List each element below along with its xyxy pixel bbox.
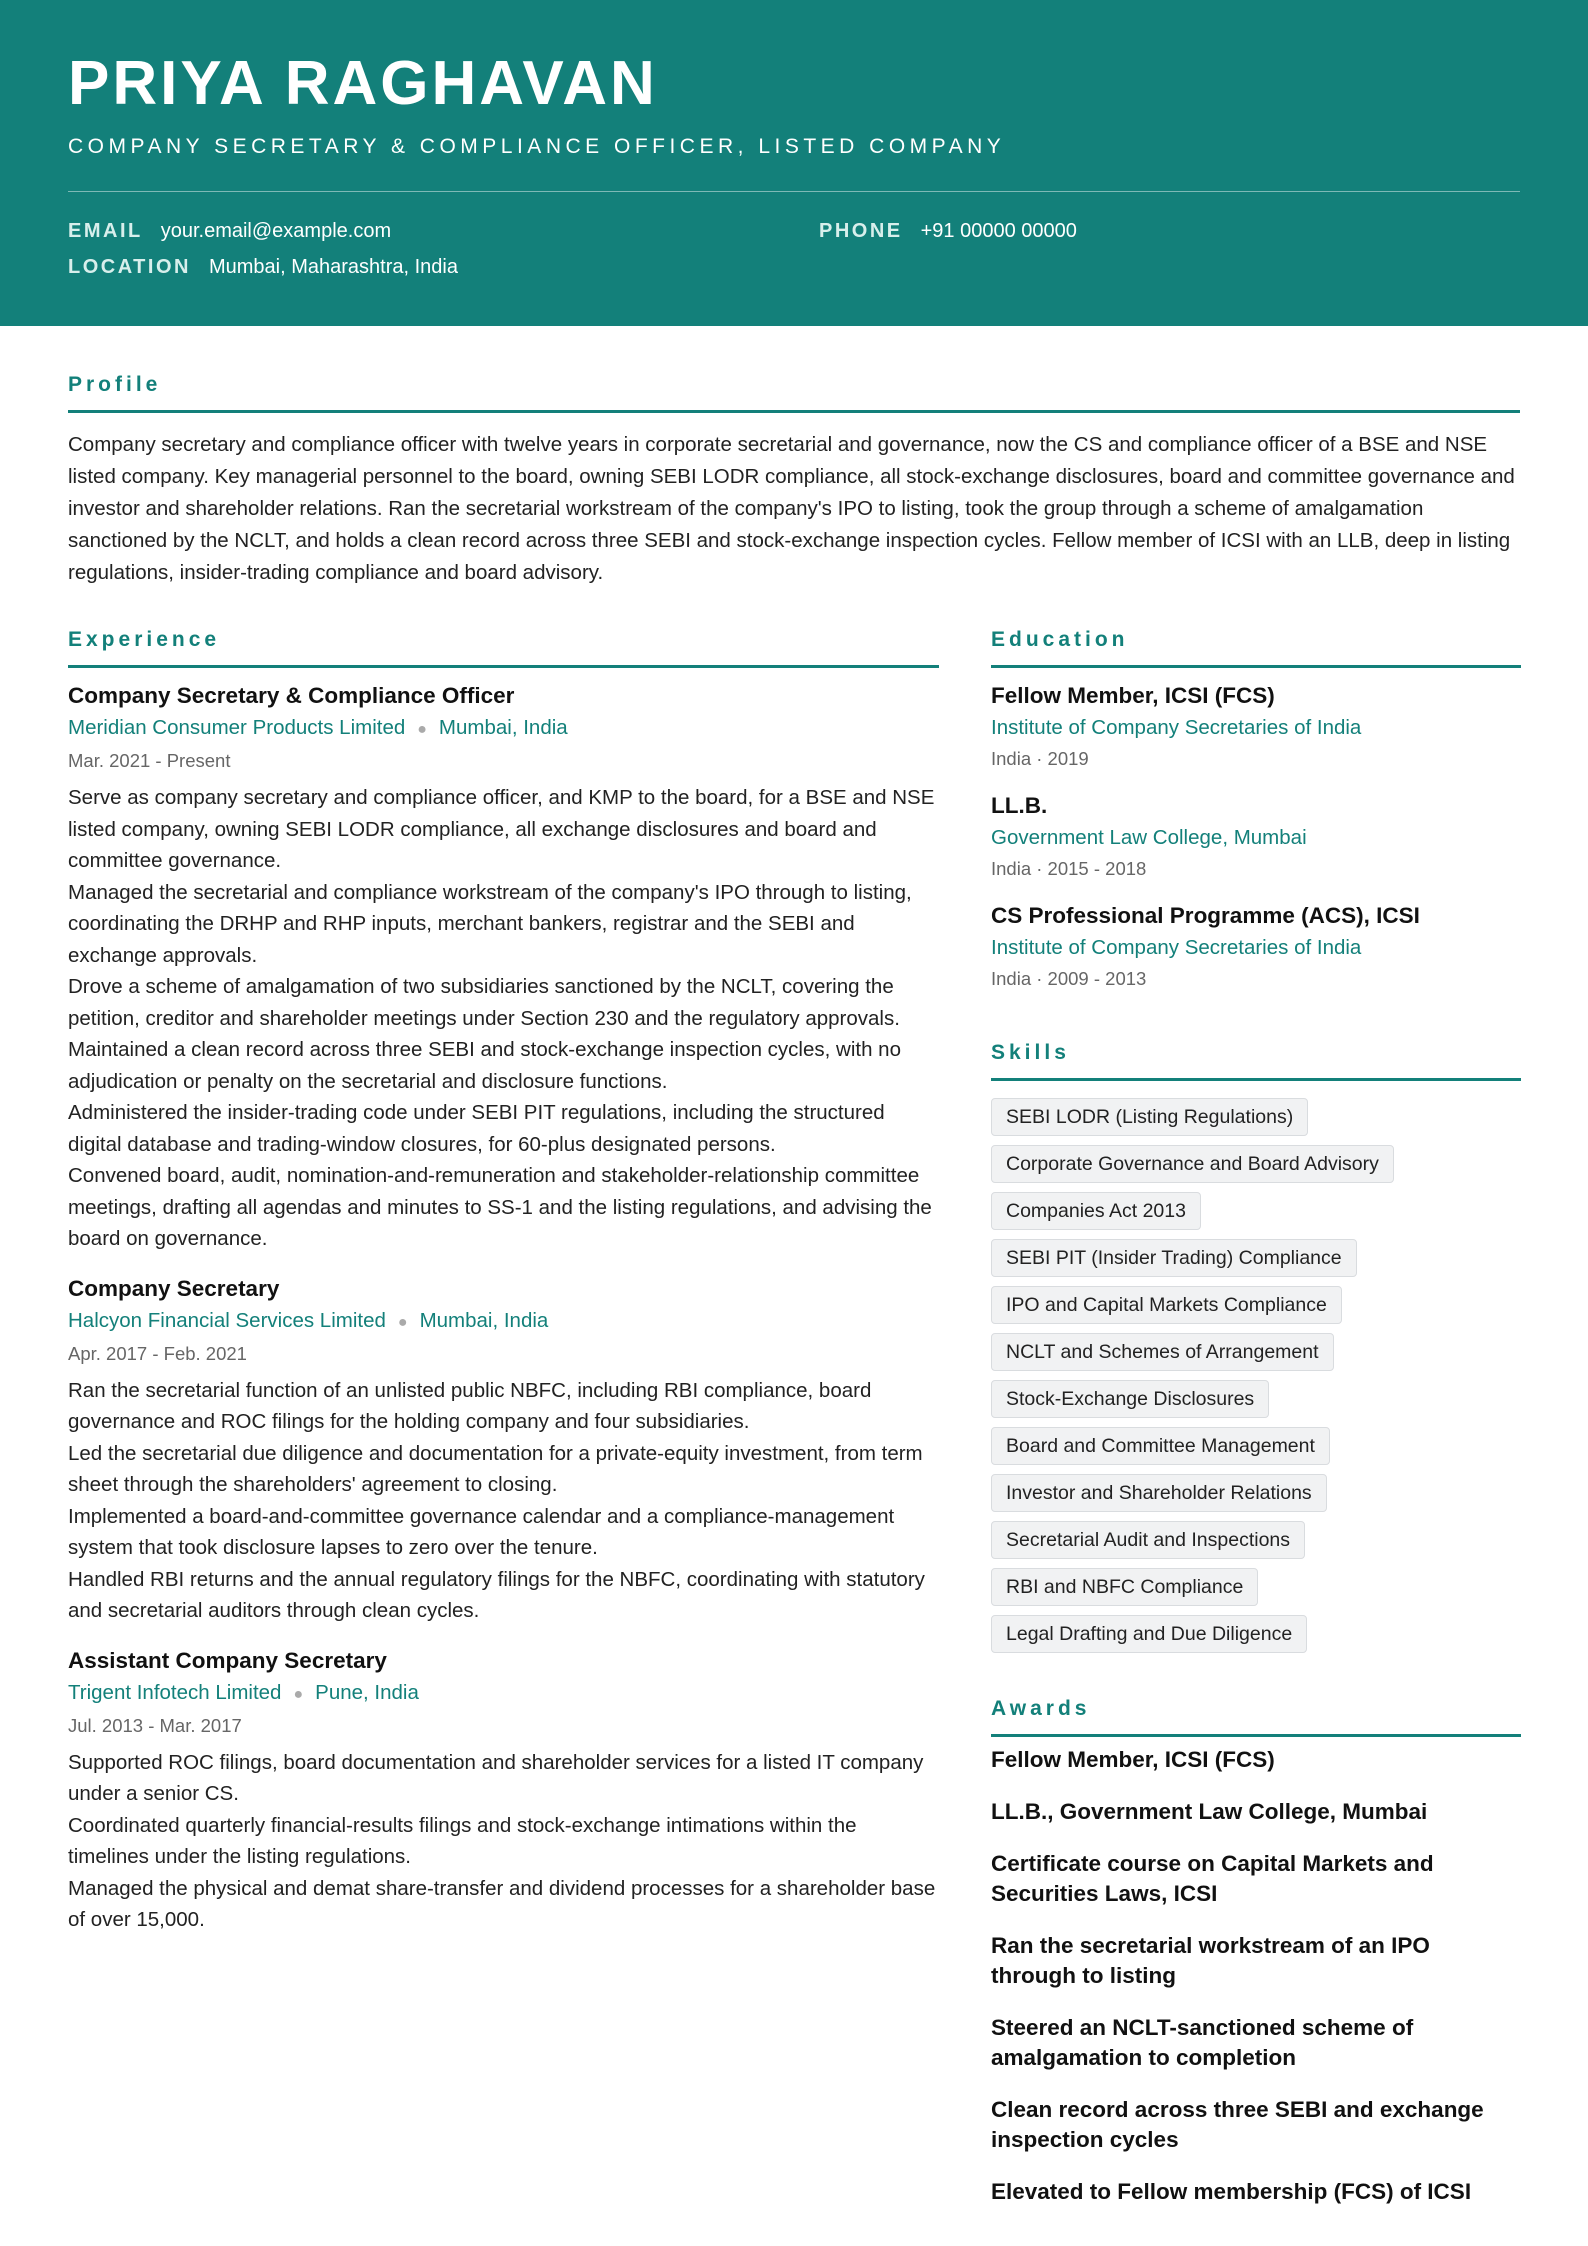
experience-section	[68, 680, 940, 1954]
skill-tag: Legal Drafting and Due Diligence	[991, 1615, 1307, 1653]
job-bullet: Drove a scheme of amalgamation of two subsidiaries sanctioned by the NCLT, covering the petition, creditor and shareholder meetings under Section 230 and the regulatory approvals.	[68, 975, 900, 1030]
education-rule	[991, 665, 1521, 668]
job-entry	[68, 1645, 940, 1936]
email-value[interactable]: your.email@example.com	[160, 220, 392, 242]
phone-label: PHONE	[819, 220, 903, 242]
skill-tag: NCLT and Schemes of Arrangement	[991, 1333, 1334, 1371]
profile-rule	[68, 410, 1520, 413]
job-bullet: Serve as company secretary and compliance officer, and KMP to the board, for a BSE and NSE listed company, owning SEBI LODR compliance, all exchange disclosures and board and committee governance.	[68, 786, 935, 872]
experience-heading: Experience	[68, 628, 221, 651]
profile-text: Company secretary and compliance officer with twelve years in corporate secretarial and governance, now the CS and compliance officer of a BSE and NSE listed company. Key managerial personnel to the board, owning SEBI LODR compliance, all stock-exchange disclosures, board and committee governance and investor and shareholder relations. Ran the secretarial workstream of the company's IPO to listing, took the group through a scheme of amalgamation sanctioned by the NCLT, and holds a clean record across three SEBI and stock-exchange inspection cycles. Fellow member of ICSI with an LLB, deep in listing regulations, insider-trading compliance and board advisory.	[68, 433, 1515, 584]
job-bullets	[68, 1375, 940, 1627]
education-institution: Institute of Company Secretaries of India	[991, 936, 1362, 959]
education-section	[991, 680, 1521, 1010]
location-value: Mumbai, Maharashtra, India	[208, 256, 458, 278]
skill-tag: IPO and Capital Markets Compliance	[991, 1286, 1342, 1324]
email-label: EMAIL	[68, 220, 143, 242]
job-location: Mumbai, India	[419, 1308, 549, 1332]
job-dates: Apr. 2017 - Feb. 2021	[68, 1342, 247, 1364]
skills-list	[991, 1098, 1521, 1662]
job-bullet: Handled RBI returns and the annual regulatory filings for the NBFC, coordinating with statutory and secretarial auditors through clean cycles.	[68, 1567, 925, 1622]
header-divider	[68, 191, 1520, 192]
education-degree: Fellow Member, ICSI (FCS)	[991, 683, 1275, 708]
job-title: Assistant Company Secretary	[68, 1647, 387, 1673]
resume-header	[0, 0, 1588, 326]
education-entry	[991, 790, 1521, 884]
job-bullet: Led the secretarial due diligence and documentation for a private-equity investment, from term sheet through the shareholders' agreement to closing.	[68, 1441, 923, 1496]
awards-rule	[991, 1734, 1521, 1737]
job-bullet: Managed the secretarial and compliance workstream of the company's IPO through to listing, coordinating the DRHP and RHP inputs, merchant bankers, registrar and the SEBI and exchange approvals.	[68, 880, 912, 967]
job-bullet: Convened board, audit, nomination-and-remuneration and stakeholder-relationship committee meetings, drafting all agendas and minutes to SS-1 and the listing regulations, and advising the board on governance.	[68, 1164, 932, 1250]
job-title: Company Secretary	[68, 1275, 280, 1301]
award-item: LL.B., Government Law College, Mumbai	[991, 1799, 1428, 1824]
awards-list	[991, 1745, 1521, 2229]
award-item: Clean record across three SEBI and exchange inspection cycles	[991, 2097, 1484, 2152]
education-entry	[991, 680, 1521, 774]
job-meta	[68, 1305, 940, 1339]
skill-tag: Corporate Governance and Board Advisory	[991, 1145, 1394, 1183]
skill-tag: Board and Committee Management	[991, 1427, 1330, 1465]
job-bullet: Implemented a board-and-committee governance calendar and a compliance-management system that took disclosure lapses to zero over the tenure.	[68, 1504, 895, 1559]
experience-rule	[68, 665, 939, 668]
education-institution: Government Law College, Mumbai	[991, 826, 1307, 849]
education-institution: Institute of Company Secretaries of India	[991, 716, 1362, 739]
awards-heading: Awards	[991, 1697, 1091, 1720]
skill-tag: SEBI LODR (Listing Regulations)	[991, 1098, 1308, 1136]
education-degree: LL.B.	[991, 793, 1048, 818]
job-bullet: Administered the insider-trading code under SEBI PIT regulations, including the structured digital database and trading-window closures, for 60-plus designated persons.	[68, 1101, 885, 1156]
education-meta: India · 2009 - 2013	[991, 968, 1147, 989]
award-item: Certificate course on Capital Markets and Securities Laws, ICSI	[991, 1851, 1434, 1906]
job-location: Mumbai, India	[438, 716, 568, 739]
skill-tag: RBI and NBFC Compliance	[991, 1568, 1258, 1606]
contact-location	[68, 253, 458, 281]
job-bullet: Ran the secretarial function of an unlisted public NBFC, including RBI compliance, board governance and ROC filings for the holding company and four subsidiaries.	[68, 1378, 872, 1433]
skill-tag: Stock-Exchange Disclosures	[991, 1380, 1269, 1418]
job-title: Company Secretary & Compliance Officer	[68, 683, 515, 708]
education-meta: India · 2015 - 2018	[991, 858, 1147, 879]
skills-rule	[991, 1078, 1521, 1081]
job-company: Halcyon Financial Services Limited	[68, 1308, 386, 1332]
award-item: Steered an NCLT-sanctioned scheme of amalgamation to completion	[991, 2015, 1414, 2070]
skill-tag: Secretarial Audit and Inspections	[991, 1521, 1305, 1559]
profile-heading: Profile	[68, 373, 162, 396]
education-degree: CS Professional Programme (ACS), ICSI	[991, 903, 1420, 928]
candidate-name: PRIYA RAGHAVAN	[68, 49, 658, 118]
contact-email	[68, 217, 391, 245]
job-dates: Mar. 2021 - Present	[68, 750, 231, 771]
job-company: Meridian Consumer Products Limited	[68, 716, 406, 739]
job-bullet: Maintained a clean record across three SEBI and stock-exchange inspection cycles, with no adjudication or penalty on the secretarial and disclosure functions.	[68, 1038, 901, 1093]
education-meta: India · 2019	[991, 748, 1089, 769]
skill-tag: SEBI PIT (Insider Trading) Compliance	[991, 1239, 1357, 1277]
skill-tag: Companies Act 2013	[991, 1192, 1201, 1230]
job-entry	[68, 680, 940, 1255]
job-bullet: Coordinated quarterly financial-results filings and stock-exchange intimations within the timelines under the listing regulations.	[68, 1813, 857, 1868]
candidate-title: COMPANY SECRETARY & COMPLIANCE OFFICER, LISTED COMPANY	[68, 135, 1006, 158]
job-bullet: Managed the physical and demat share-transfer and dividend processes for a shareholder base of over 15,000.	[68, 1876, 936, 1931]
award-item: Ran the secretarial workstream of an IPO through to listing	[991, 1933, 1430, 1988]
award-item: Elevated to Fellow membership (FCS) of ICSI	[991, 2179, 1472, 2204]
job-meta	[68, 1677, 940, 1711]
education-heading: Education	[991, 628, 1129, 651]
location-label: LOCATION	[68, 256, 191, 278]
skill-tag: Investor and Shareholder Relations	[991, 1474, 1327, 1512]
skills-heading: Skills	[991, 1041, 1070, 1064]
job-meta	[68, 712, 940, 746]
job-dates: Jul. 2013 - Mar. 2017	[68, 1714, 242, 1736]
job-bullets	[68, 1747, 940, 1936]
job-bullets	[68, 782, 940, 1255]
award-item: Fellow Member, ICSI (FCS)	[991, 1747, 1275, 1772]
separator-dot-icon: ●	[417, 721, 427, 738]
separator-dot-icon: ●	[397, 1313, 408, 1331]
job-entry	[68, 1273, 940, 1627]
job-location: Pune, India	[315, 1680, 419, 1704]
separator-dot-icon: ●	[293, 1685, 304, 1703]
education-entry	[991, 900, 1521, 994]
job-bullet: Supported ROC filings, board documentation and shareholder services for a listed IT company under a senior CS.	[68, 1750, 924, 1805]
phone-value[interactable]: +91 00000 00000	[920, 220, 1077, 242]
contact-phone	[819, 217, 1077, 245]
job-company: Trigent Infotech Limited	[68, 1680, 282, 1704]
